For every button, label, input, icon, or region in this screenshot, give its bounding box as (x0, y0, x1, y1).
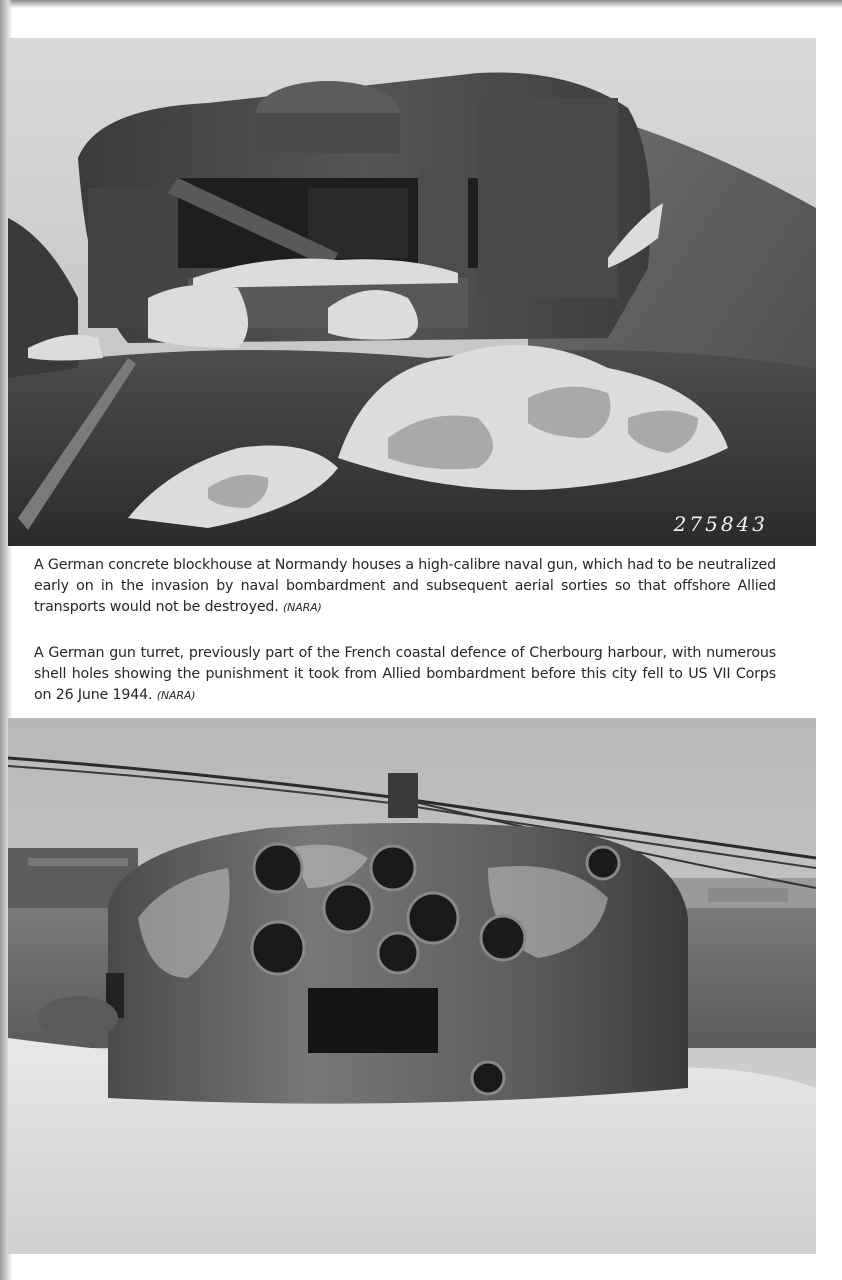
caption-text: A German concrete blockhouse at Normandy houses a high-calibre naval gun, which had to be neutralized early on in the invasion by naval bombardment and subsequent aerial sorties so that offshore Allied transports would not be destroyed. (34, 557, 776, 615)
photo-credit: (NARA) (156, 689, 196, 702)
caption-text: A German gun turret, previously part of the French coastal defence of Cherbourg harbour, with numerous shell holes showing the punishment it took from Allied bombardment before this city fell to US VII Corps on 26 June 1944. (34, 645, 776, 703)
blockhouse-photo-image (8, 38, 816, 546)
caption-blockhouse (34, 555, 776, 618)
archive-number: 275843 (673, 512, 768, 536)
page-top-shadow (0, 0, 842, 8)
photo-credit: (NARA) (282, 601, 322, 614)
gun-turret-photo-image (8, 718, 816, 1254)
caption-gun-turret (34, 643, 776, 706)
blockhouse-photo (8, 38, 816, 546)
gun-turret-photo (8, 718, 816, 1254)
